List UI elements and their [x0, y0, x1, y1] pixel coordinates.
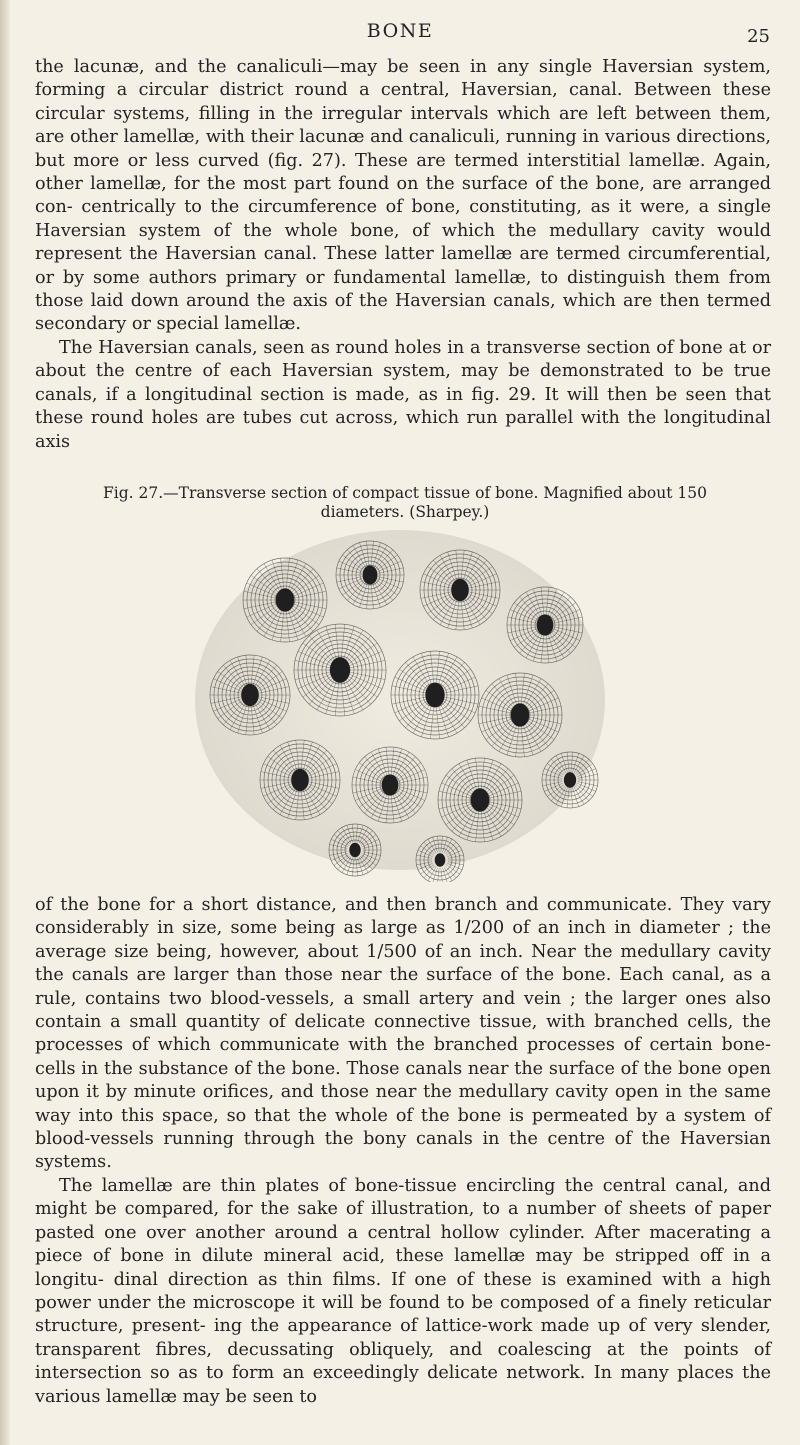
haversian-canal [276, 588, 294, 612]
haversian-canal [451, 579, 469, 601]
paragraph-lamellae-description: The lamellæ are thin plates of bone-tissue encircling the central canal, and might be compared, for the sake of illustration, to a number of sheets of paper pasted one over another around a central hollow cylinder. After macerating a piece of bone in dilute mineral acid, these lamellæ may be stripped off in a longitu- dinal direction as thin films. If one of these is examined with a high power under the microscope it will be found to be composed of a finely reticular structure, present- ing the appearance of lattice-work made up of very slender, transparent fibres, decussating obliquely, and coalescing at the points of intersection so as to form an exceedingly delicate network. In many places the various lamellæ may be seen to [35, 1175, 771, 1407]
haversian-canal [435, 853, 446, 866]
haversian-canal [425, 683, 444, 708]
haversian-canal [241, 684, 259, 706]
top-text-block [35, 56, 771, 454]
haversian-canal [564, 772, 576, 788]
paragraph-lamellae-systems: the lacunæ, and the canaliculi—may be seen in any single Haversian system, forming a circular district round a central, Haversian, canal. Between these circular systems, filling in the irregular intervals which are left between them, are other lamellæ, with their lacunæ and canaliculi, running in various directions, but more or less curved (fig. 27). These are termed interstitial lamellæ. Again, other lamellæ, for the most part found on the surface of the bone, are arranged con- centrically to the circumference of bone, constituting, as it were, a single Haversian system of the whole bone, of which the medullary cavity would represent the Haversian canal. These latter lamellæ are termed circumferential, or by some authors primary or fundamental lamellæ, to distinguish them from those laid down around the axis of the Haversian canals, which are then termed secondary or special lamellæ. [35, 57, 771, 335]
haversian-canal [363, 565, 378, 584]
running-title: BONE [366, 20, 434, 42]
figure-caption: Fig. 27.—Transverse section of compact tissue of bone. Magnified about 150 diameters. (Sharpey.) [103, 484, 707, 521]
haversian-canal [330, 657, 350, 683]
page-number: 25 [747, 26, 770, 47]
bone-cross-section-illustration [190, 530, 610, 882]
haversian-canal [382, 774, 399, 795]
paragraph-canal-sizes: of the bone for a short distance, and then branch and communicate. They vary considerably in size, some being as large as 1/200 of an inch in diameter ; the average size being, however, about 1/500 of an inch. Near the medullary cavity the canals are larger than those near the surface of the bone. Each canal, as a rule, contains two blood-vessels, a small artery and vein ; the larger ones also contain a small quantity of delicate connective tissue, with branched cells, the processes of which communicate with the branched processes of certain bone-cells in the substance of the bone. Those canals near the surface of the bone open upon it by minute orifices, and those near the medullary cavity open in the same way into this space, so that the whole of the bone is permeated by a system of blood-vessels running through the bony canals in the centre of the Haversian systems. [35, 895, 771, 1173]
haversian-canal [291, 769, 309, 791]
bottom-text-block [35, 894, 771, 1409]
paragraph-haversian-canals: The Haversian canals, seen as round holes in a transverse section of bone at or about the centre of each Haversian system, may be demonstrated to be true canals, if a longitudinal section is made, as in fig. 29. It will then be seen that these round holes are tubes cut across, which run parallel with the longitudinal axis [35, 337, 771, 452]
haversian-canal [537, 614, 554, 635]
haversian-canal [349, 843, 360, 858]
haversian-system [329, 824, 381, 876]
haversian-canal [471, 788, 489, 812]
running-head [0, 18, 800, 48]
haversian-canal [511, 703, 529, 727]
